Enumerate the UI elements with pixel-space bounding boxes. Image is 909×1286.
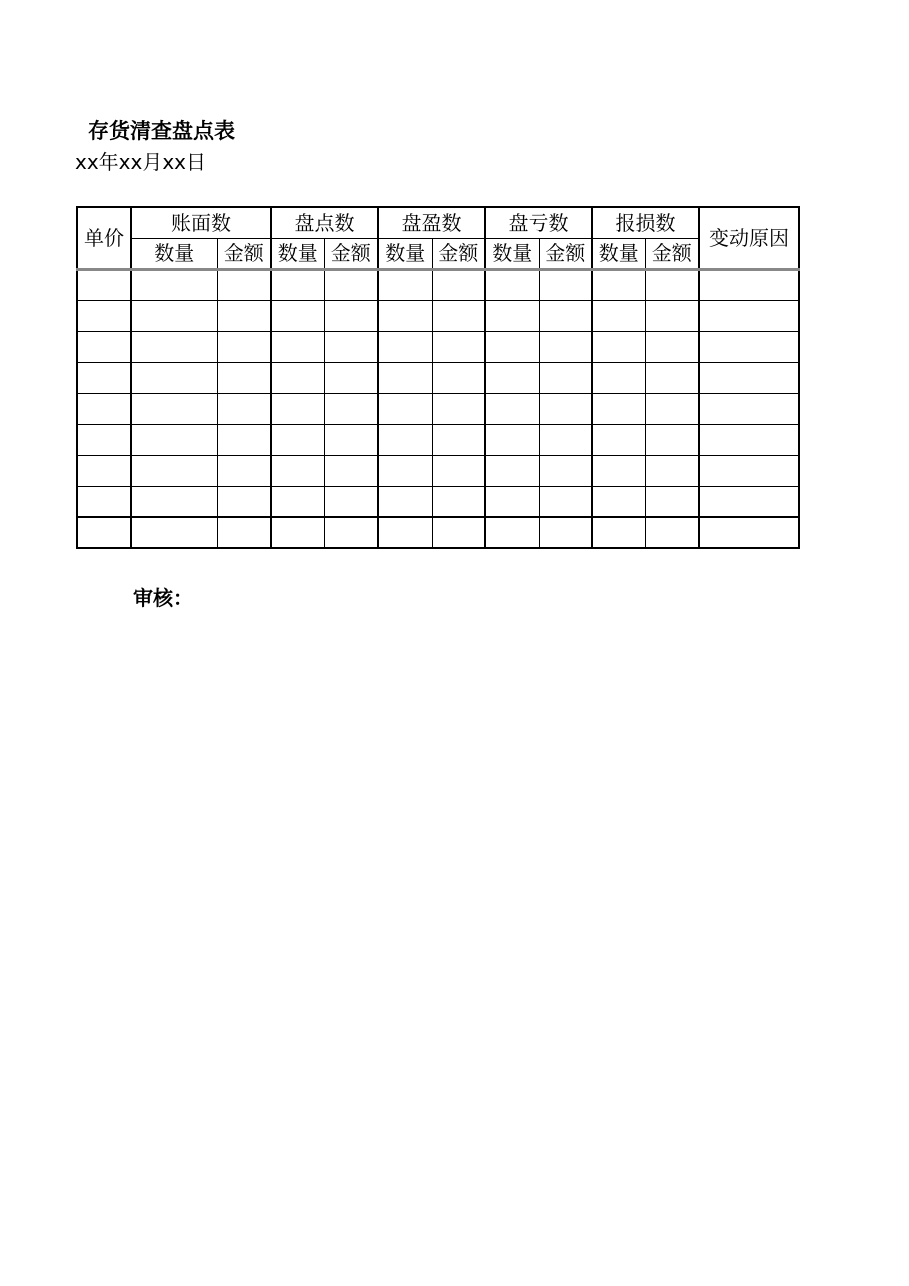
table-cell[interactable]: [324, 331, 378, 362]
table-cell[interactable]: [217, 455, 271, 486]
table-cell[interactable]: [77, 300, 131, 331]
table-cell[interactable]: [645, 424, 699, 455]
table-cell[interactable]: [645, 393, 699, 424]
table-cell[interactable]: [485, 300, 539, 331]
table-cell[interactable]: [271, 455, 324, 486]
table-cell[interactable]: [539, 517, 592, 548]
table-cell[interactable]: [217, 300, 271, 331]
table-cell[interactable]: [271, 269, 324, 300]
table-cell[interactable]: [485, 269, 539, 300]
subheader-amount: 金额: [324, 238, 378, 269]
table-cell[interactable]: [699, 331, 799, 362]
header-physical-count: 盘点数: [271, 207, 378, 238]
table-row: [77, 269, 799, 300]
table-cell[interactable]: [699, 424, 799, 455]
table-cell[interactable]: [217, 269, 271, 300]
table-cell[interactable]: [592, 269, 645, 300]
table-cell[interactable]: [539, 455, 592, 486]
table-cell[interactable]: [217, 331, 271, 362]
table-cell[interactable]: [592, 300, 645, 331]
table-cell[interactable]: [539, 424, 592, 455]
table-cell[interactable]: [131, 424, 217, 455]
table-cell[interactable]: [131, 269, 217, 300]
subheader-amount: 金额: [539, 238, 592, 269]
table-cell[interactable]: [432, 300, 485, 331]
subheader-quantity: 数量: [271, 238, 324, 269]
table-cell[interactable]: [645, 269, 699, 300]
table-cell[interactable]: [271, 486, 324, 517]
table-cell[interactable]: [432, 393, 485, 424]
header-shortage-count: 盘亏数: [485, 207, 592, 238]
subheader-amount: 金额: [645, 238, 699, 269]
table-cell[interactable]: [378, 393, 432, 424]
header-unit-price: 单价: [77, 207, 131, 269]
table-cell[interactable]: [645, 300, 699, 331]
table-cell[interactable]: [271, 300, 324, 331]
table-cell[interactable]: [324, 486, 378, 517]
header-book-count: 账面数: [131, 207, 271, 238]
table-cell[interactable]: [539, 362, 592, 393]
table-cell[interactable]: [592, 486, 645, 517]
table-cell[interactable]: [645, 331, 699, 362]
table-cell[interactable]: [378, 517, 432, 548]
subheader-quantity: 数量: [131, 238, 217, 269]
table-cell[interactable]: [699, 269, 799, 300]
table-row: [77, 424, 799, 455]
table-cell[interactable]: [271, 362, 324, 393]
table-cell[interactable]: [131, 331, 217, 362]
subheader-amount: 金额: [217, 238, 271, 269]
table-cell[interactable]: [271, 517, 324, 548]
table-row: [77, 362, 799, 393]
header-surplus-count: 盘盈数: [378, 207, 485, 238]
table-cell[interactable]: [324, 455, 378, 486]
table-cell[interactable]: [271, 424, 324, 455]
table-cell[interactable]: [77, 362, 131, 393]
table-cell[interactable]: [217, 424, 271, 455]
table-cell[interactable]: [271, 331, 324, 362]
table-cell[interactable]: [485, 517, 539, 548]
table-cell[interactable]: [539, 331, 592, 362]
subheader-quantity: 数量: [592, 238, 645, 269]
table-cell[interactable]: [485, 424, 539, 455]
table-cell[interactable]: [324, 300, 378, 331]
table-cell[interactable]: [699, 486, 799, 517]
table-cell[interactable]: [324, 362, 378, 393]
table-cell[interactable]: [378, 269, 432, 300]
reviewer-label: 审核：: [133, 586, 193, 610]
table-cell[interactable]: [592, 424, 645, 455]
table-cell[interactable]: [539, 269, 592, 300]
table-cell[interactable]: [485, 362, 539, 393]
table-cell[interactable]: [592, 362, 645, 393]
table-row: [77, 331, 799, 362]
table-cell[interactable]: [217, 486, 271, 517]
table-cell[interactable]: [131, 393, 217, 424]
table-cell[interactable]: [378, 486, 432, 517]
table-cell[interactable]: [485, 486, 539, 517]
table-cell[interactable]: [324, 517, 378, 548]
table-cell[interactable]: [324, 424, 378, 455]
table-cell[interactable]: [699, 455, 799, 486]
table-row: [77, 455, 799, 486]
table-cell[interactable]: [77, 486, 131, 517]
header-damaged-count: 报损数: [592, 207, 699, 238]
table-cell[interactable]: [217, 517, 271, 548]
table-cell[interactable]: [432, 331, 485, 362]
table-cell[interactable]: [77, 517, 131, 548]
table-cell[interactable]: [217, 362, 271, 393]
table-row: [77, 393, 799, 424]
document-date: xx年xx月xx日: [75, 150, 207, 174]
table-cell[interactable]: [324, 269, 378, 300]
table-cell[interactable]: [217, 393, 271, 424]
subheader-amount: 金额: [432, 238, 485, 269]
table-cell[interactable]: [77, 393, 131, 424]
table-cell[interactable]: [77, 331, 131, 362]
table-cell[interactable]: [699, 362, 799, 393]
table-cell[interactable]: [432, 362, 485, 393]
table-cell[interactable]: [378, 424, 432, 455]
table-cell[interactable]: [645, 455, 699, 486]
table-cell[interactable]: [592, 517, 645, 548]
table-cell[interactable]: [432, 424, 485, 455]
table-cell[interactable]: [131, 486, 217, 517]
table-cell[interactable]: [539, 300, 592, 331]
table-cell[interactable]: [699, 517, 799, 548]
inventory-count-table: [76, 206, 800, 549]
subheader-quantity: 数量: [378, 238, 432, 269]
table-cell[interactable]: [378, 455, 432, 486]
table-cell[interactable]: [645, 362, 699, 393]
header-change-reason: 变动原因: [699, 207, 799, 269]
table-cell[interactable]: [645, 486, 699, 517]
table-cell[interactable]: [539, 393, 592, 424]
table-cell[interactable]: [485, 331, 539, 362]
table-cell[interactable]: [485, 455, 539, 486]
table-cell[interactable]: [432, 455, 485, 486]
table-cell[interactable]: [271, 393, 324, 424]
table-cell[interactable]: [131, 455, 217, 486]
table-cell[interactable]: [592, 393, 645, 424]
table-cell[interactable]: [432, 486, 485, 517]
table-cell[interactable]: [378, 362, 432, 393]
table-body: [77, 269, 799, 548]
subheader-quantity: 数量: [485, 238, 539, 269]
table-cell[interactable]: [699, 393, 799, 424]
table-cell[interactable]: [324, 393, 378, 424]
document-title: 存货清查盘点表: [88, 119, 235, 143]
table-row: [77, 486, 799, 517]
table-cell[interactable]: [378, 300, 432, 331]
table-cell[interactable]: [432, 517, 485, 548]
table-cell[interactable]: [131, 362, 217, 393]
table-cell[interactable]: [131, 300, 217, 331]
table-row: [77, 517, 799, 548]
table-cell[interactable]: [699, 300, 799, 331]
table-row: [77, 300, 799, 331]
table-cell[interactable]: [645, 517, 699, 548]
table-cell[interactable]: [592, 455, 645, 486]
table-cell[interactable]: [131, 517, 217, 548]
table-cell[interactable]: [592, 331, 645, 362]
table-cell[interactable]: [432, 269, 485, 300]
table-cell[interactable]: [485, 393, 539, 424]
table-cell[interactable]: [77, 269, 131, 300]
table-cell[interactable]: [539, 486, 592, 517]
table-cell[interactable]: [77, 424, 131, 455]
table-cell[interactable]: [77, 455, 131, 486]
table-cell[interactable]: [378, 331, 432, 362]
